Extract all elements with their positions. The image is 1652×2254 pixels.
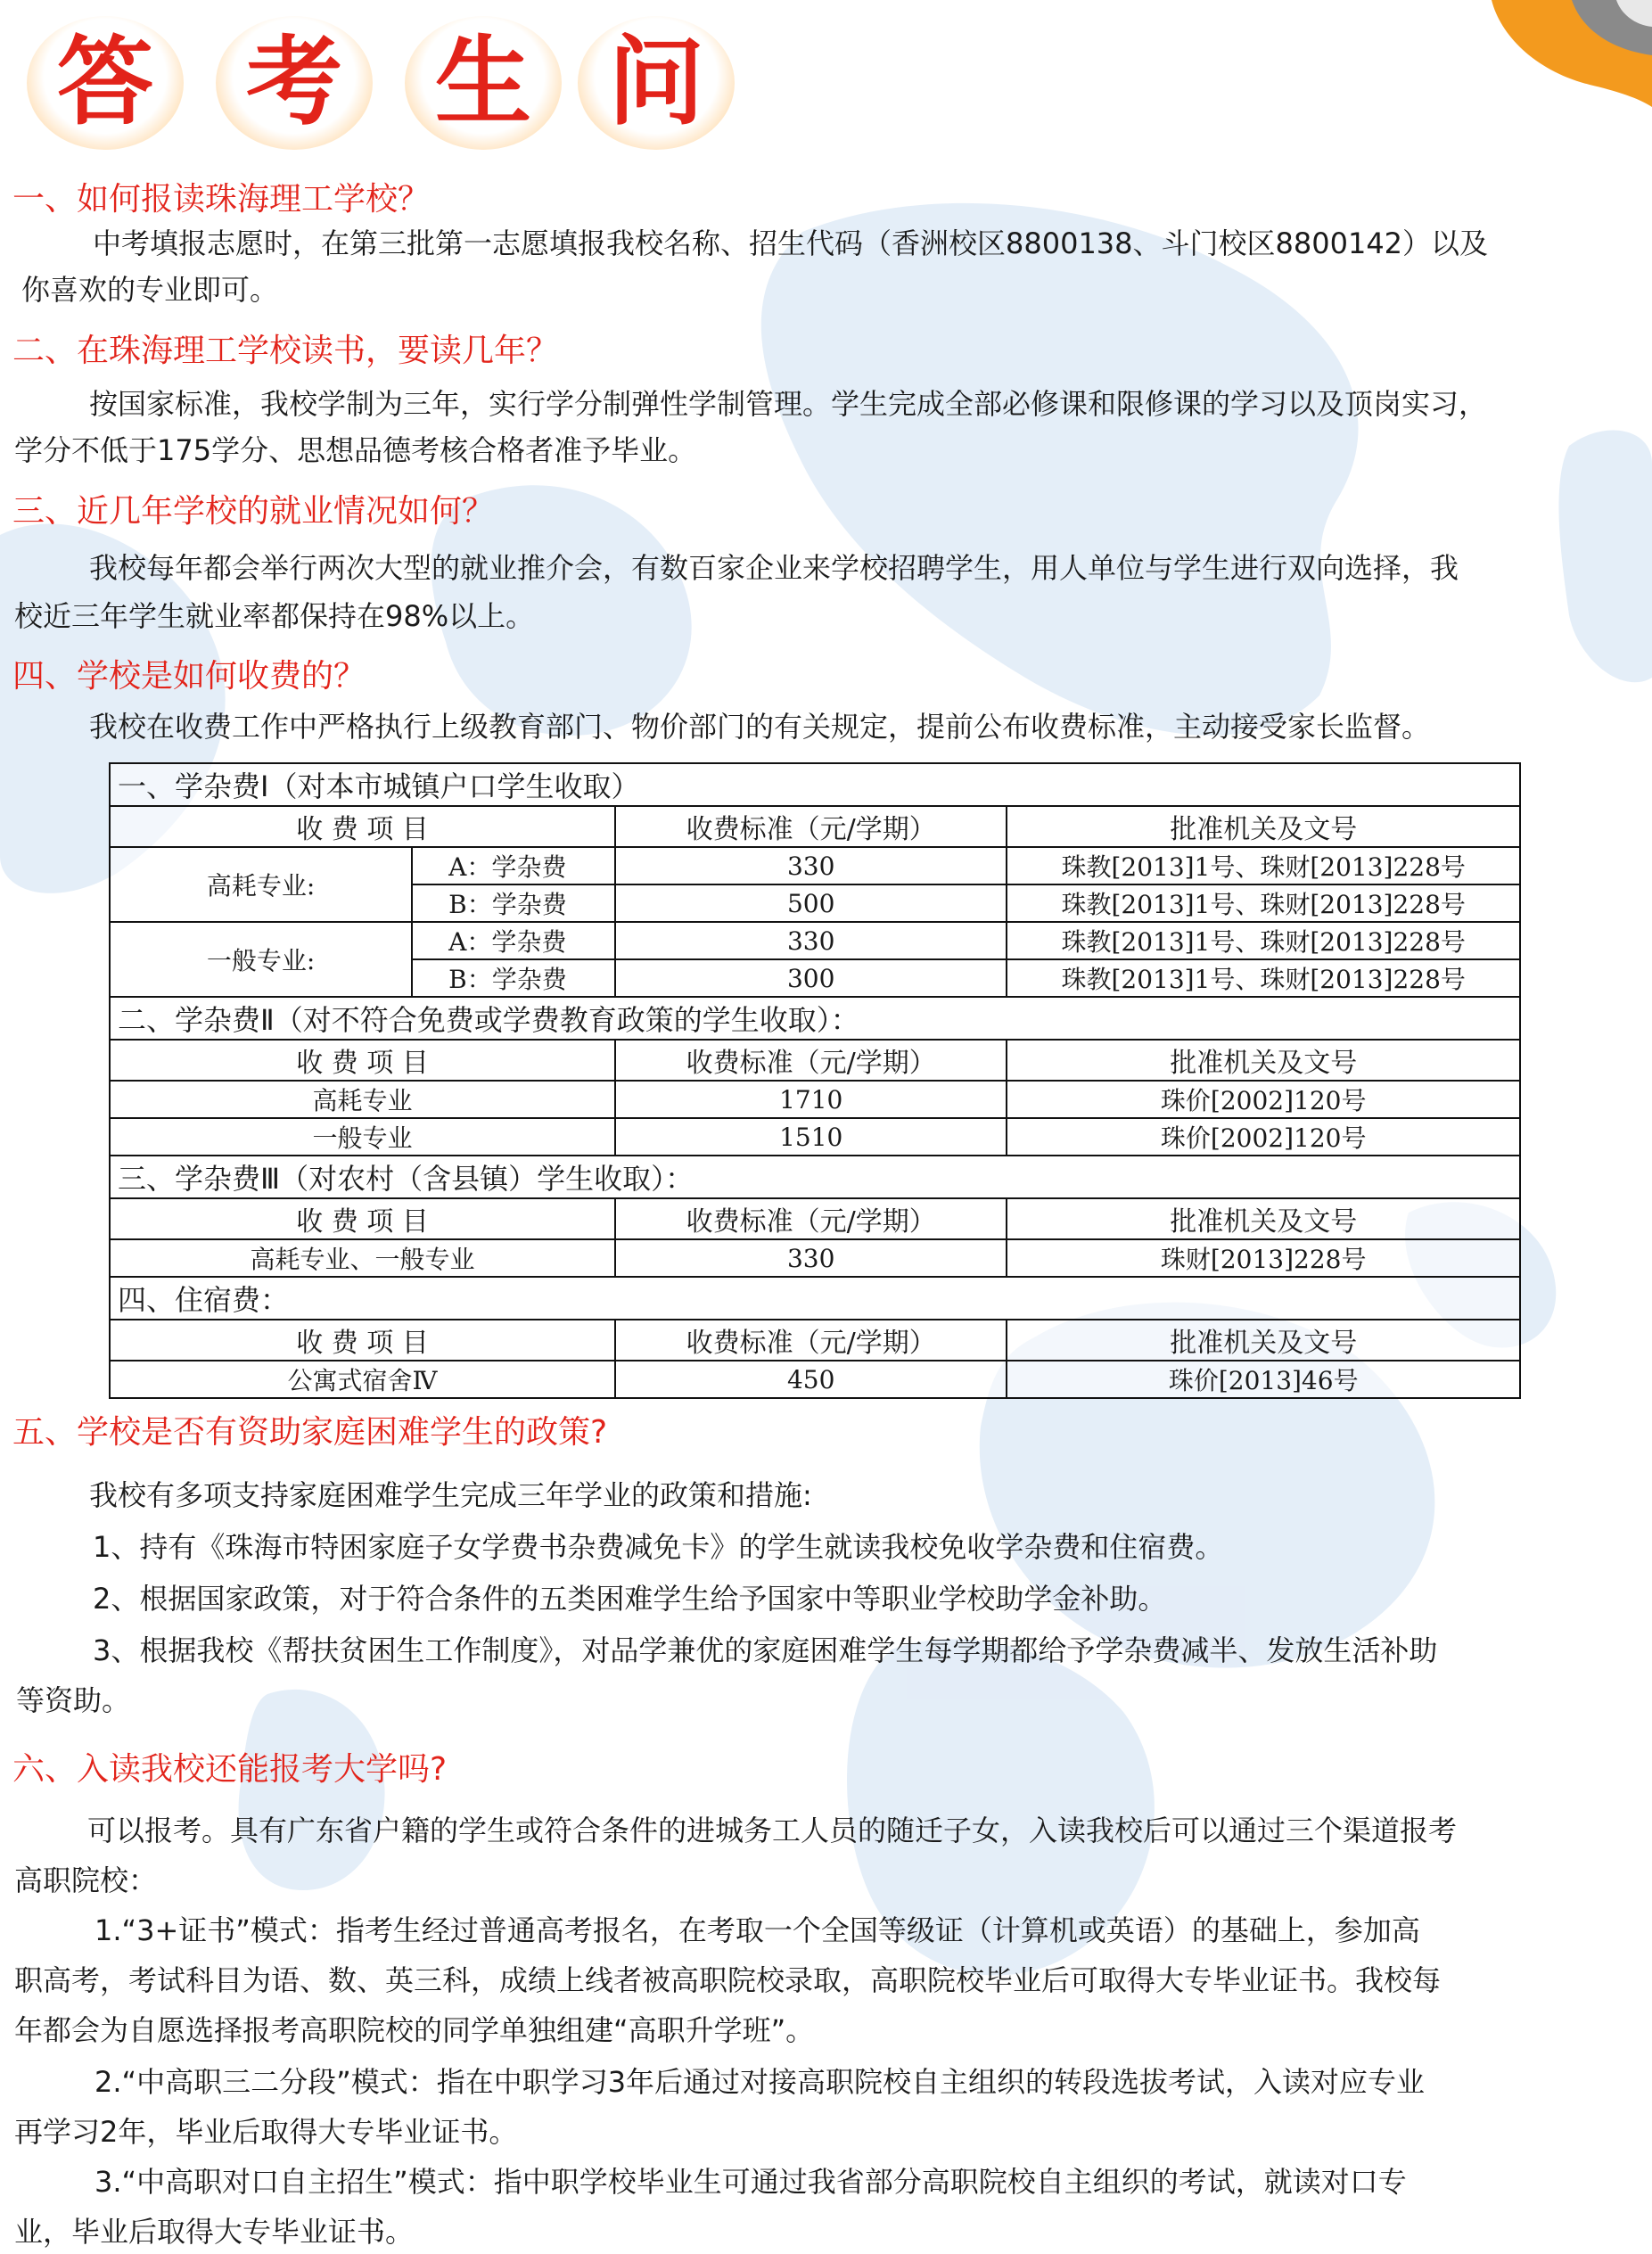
title-char: 问 <box>607 27 704 138</box>
question-title: 二、在珠海理工学校读书，要读几年？ <box>12 333 559 369</box>
answer-line: 中考填报志愿时，在第三批第一志愿填报我校名称、招生代码（香洲校区8800138、斗门校区8800142）以及 <box>93 226 1489 260</box>
answer-line: 高职院校： <box>14 1863 158 1897</box>
table-cell-value: 1510 <box>615 1118 1007 1156</box>
table-cell-sub: B：学杂费 <box>412 884 615 922</box>
answer-line: 再学习2年，毕业后取得大专毕业证书。 <box>14 2115 518 2149</box>
table-row <box>110 1361 1520 1398</box>
table-cell-item: 公寓式宿舍Ⅳ <box>110 1361 615 1398</box>
header-item: 收 费 项 目 <box>110 1040 615 1081</box>
answer-line: 校近三年学生就业率都保持在98%以上。 <box>14 599 535 633</box>
answer-line: 职高考，考试科目为语、数、英三科，成绩上线者被高职院校录取，高职院校毕业后可取得大专毕业证书。我校每 <box>14 1963 1442 1997</box>
question-title: 六、入读我校还能报考大学吗? <box>12 1751 448 1788</box>
table-section-title: 二、学杂费Ⅱ（对不符合免费或学费教育政策的学生收取）： <box>110 997 1520 1040</box>
table-cell-item: 高耗专业、一般专业 <box>110 1239 615 1277</box>
header-standard: 收费标准（元/学期） <box>615 806 1007 847</box>
title-char-circle <box>405 16 562 150</box>
table-cell-value: 330 <box>615 922 1007 959</box>
table-cell-value: 330 <box>615 847 1007 884</box>
table-header-row <box>110 1320 1520 1361</box>
header-standard: 收费标准（元/学期） <box>615 1198 1007 1239</box>
question-title: 四、学校是如何收费的？ <box>12 658 366 695</box>
answer-line: 可以报考。具有广东省户籍的学生或符合条件的进城务工人员的随迁子女，入读我校后可以通过三个渠道报考 <box>87 1814 1458 1847</box>
table-row <box>110 922 1520 959</box>
header-standard: 收费标准（元/学期） <box>615 1040 1007 1081</box>
header-approval: 批准机关及文号 <box>1007 1320 1520 1361</box>
table-cell-value: 1710 <box>615 1081 1007 1118</box>
table-cell-group: 一般专业: <box>110 922 412 997</box>
table-row <box>110 847 1520 884</box>
title-char: 答 <box>56 27 153 138</box>
question-title: 三、近几年学校的就业情况如何？ <box>12 493 495 530</box>
title-char-circle <box>216 16 373 150</box>
header-item: 收 费 项 目 <box>110 806 615 847</box>
table-cell-doc: 珠价[2013]46号 <box>1007 1361 1520 1398</box>
table-cell-value: 300 <box>615 959 1007 997</box>
table-row <box>110 1118 1520 1156</box>
answer-line: 2、根据国家政策，对于符合条件的五类困难学生给予国家中等职业学校助学金补助。 <box>93 1582 1167 1616</box>
table-cell-item: 一般专业 <box>110 1118 615 1156</box>
table-header-row <box>110 1040 1520 1081</box>
table-section-title: 三、学杂费Ⅲ（对农村（含县镇）学生收取）： <box>110 1156 1520 1198</box>
table-section-row <box>110 997 1520 1040</box>
answer-line: 我校在收费工作中严格执行上级教育部门、物价部门的有关规定，提前公布收费标准，主动接受家长监督。 <box>89 710 1431 744</box>
table-cell-group: 高耗专业: <box>110 847 412 922</box>
table-section-title: 一、学杂费Ⅰ（对本市城镇户口学生收取） <box>110 763 1520 806</box>
table-section-title: 四、住宿费： <box>110 1277 1520 1320</box>
question-title: 五、学校是否有资助家庭困难学生的政策? <box>12 1414 608 1451</box>
answer-line: 等资助。 <box>16 1683 131 1717</box>
header-item: 收 费 项 目 <box>110 1320 615 1361</box>
title-char-circle <box>578 16 735 150</box>
answer-line: 学分不低于175学分、思想品德考核合格者准予毕业。 <box>14 433 697 467</box>
table-cell-doc: 珠教[2013]1号、珠财[2013]228号 <box>1007 884 1520 922</box>
table-cell-value: 450 <box>615 1361 1007 1398</box>
fee-table <box>109 762 1521 1399</box>
table-cell-sub: B：学杂费 <box>412 959 615 997</box>
table-header-row <box>110 1198 1520 1239</box>
table-cell-sub: A：学杂费 <box>412 922 615 959</box>
answer-line: 业，毕业后取得大专毕业证书。 <box>14 2215 415 2249</box>
table-cell-doc: 珠教[2013]1号、珠财[2013]228号 <box>1007 847 1520 884</box>
table-row <box>110 1081 1520 1118</box>
title-char: 考 <box>245 27 342 138</box>
answer-line: 我校每年都会举行两次大型的就业推介会，有数百家企业来学校招聘学生，用人单位与学生进行双向选择，我 <box>89 551 1459 585</box>
answer-line: 1.“3+证书”模式：指考生经过普通高考报名，在考取一个全国等级证（计算机或英语）的基础上，参加高 <box>95 1913 1420 1947</box>
table-cell-doc: 珠财[2013]228号 <box>1007 1239 1520 1277</box>
header-standard: 收费标准（元/学期） <box>615 1320 1007 1361</box>
header-approval: 批准机关及文号 <box>1007 1198 1520 1239</box>
table-row <box>110 1239 1520 1277</box>
answer-line: 按国家标准，我校学制为三年，实行学分制弹性学制管理。学生完成全部必修课和限修课的学习以及顶岗实习， <box>89 387 1488 421</box>
answer-line: 我校有多项支持家庭困难学生完成三年学业的政策和措施: <box>89 1478 812 1512</box>
answer-line: 你喜欢的专业即可。 <box>21 273 279 307</box>
corner-decoration-icon <box>1438 0 1652 134</box>
title-char-circle <box>27 16 184 150</box>
table-cell-value: 500 <box>615 884 1007 922</box>
table-cell-doc: 珠教[2013]1号、珠财[2013]228号 <box>1007 922 1520 959</box>
table-cell-item: 高耗专业 <box>110 1081 615 1118</box>
header-item: 收 费 项 目 <box>110 1198 615 1239</box>
table-cell-sub: A：学杂费 <box>412 847 615 884</box>
table-cell-doc: 珠价[2002]120号 <box>1007 1081 1520 1118</box>
table-cell-doc: 珠教[2013]1号、珠财[2013]228号 <box>1007 959 1520 997</box>
answer-line: 3.“中高职对口自主招生”模式：指中职学校毕业生可通过我省部分高职院校自主组织的考试，就读对口专 <box>95 2165 1407 2199</box>
table-section-row <box>110 763 1520 806</box>
question-title: 一、如何报读珠海理工学校？ <box>12 181 431 218</box>
answer-line: 年都会为自愿选择报考高职院校的同学单独组建“高职升学班”。 <box>14 2013 815 2047</box>
answer-line: 3、根据我校《帮扶贫困生工作制度》，对品学兼优的家庭困难学生每学期都给予学杂费减半、发放生活补助 <box>93 1633 1438 1667</box>
table-section-row <box>110 1156 1520 1198</box>
header-approval: 批准机关及文号 <box>1007 806 1520 847</box>
table-cell-doc: 珠价[2002]120号 <box>1007 1118 1520 1156</box>
table-section-row <box>110 1277 1520 1320</box>
table-cell-value: 330 <box>615 1239 1007 1277</box>
header-approval: 批准机关及文号 <box>1007 1040 1520 1081</box>
answer-line: 2.“中高职三二分段”模式：指在中职学习3年后通过对接高职院校自主组织的转段选拔考试，入读对应专业 <box>95 2065 1426 2099</box>
table-header-row <box>110 806 1520 847</box>
title-char: 生 <box>434 27 531 138</box>
answer-line: 1、持有《珠海市特困家庭子女学费书杂费减免卡》的学生就读我校免收学杂费和住宿费。 <box>93 1530 1224 1564</box>
